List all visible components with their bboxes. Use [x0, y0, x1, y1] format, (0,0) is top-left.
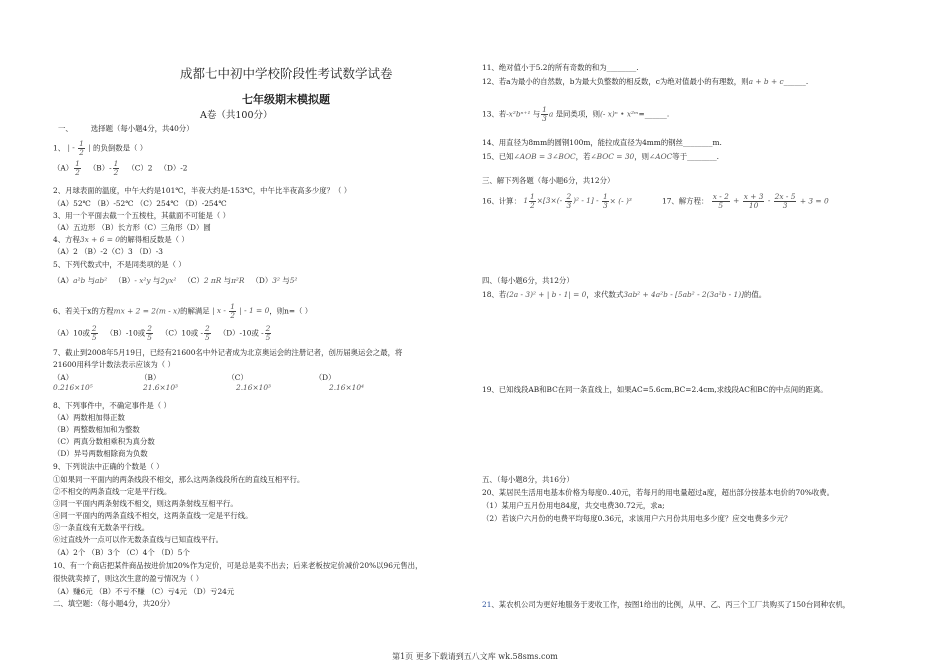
question-8-option-b: （B）两整数相加和为整数 [53, 425, 140, 434]
question-2: 2、月球表面的温度，中午大约是101℃，半夜大约是-153℃，中午比半夜高多少度？（ ） [53, 186, 352, 195]
question-11: 11、绝对值小于5.2的所有奇数的和为________. [482, 63, 639, 72]
part3-heading: 三、解下列各题（每小题6分，共12分） [482, 176, 615, 185]
question-4-options: （A）2 （B）-2（C）3 （D）-3 [53, 247, 163, 256]
question-8: 8、下列事件中，不确定事件是（ ） [53, 401, 171, 410]
part2-heading: 二、填空题：（每小题4分，共20分） [53, 599, 175, 608]
section-a-heading: A卷（共100分） [200, 110, 273, 121]
question-1: 1、 | - $\frac{1}{2}$ | 的负倒数是（ ） [53, 139, 148, 157]
question-7-cont: 21600用科学计数法表示应该为（ ） [53, 360, 175, 369]
question-13: 13、若-x²bⁿ⁺¹ 与 $\frac{1}{3}$ a 是同类项，则(- x)ⁿ • x²ᵐ=______. [482, 105, 670, 123]
question-7: 7、截止到2008年5月19日，已经有21600名中外记者成为北京奥运会的注册记者，创历届奥运会之最，将 [53, 348, 403, 357]
question-4: 4、方程3x + 6 = 0的解得相反数是（ ） [53, 235, 189, 244]
question-6-options: （A）10或 $\frac{2}{5}$ （B）-10或 $\frac{2}{5}$ （C）10或 - $\frac{2}{5}$ （D）-10或 - $\frac{2}{5}$ [53, 324, 271, 342]
question-20-part-2: （2）若该户六月份的电费平均每度0.36元，求该用户六月份共用电多少度？应交电费多少元？ [482, 514, 792, 523]
question-3: 3、用一个平面去截一个五棱柱，其截面不可能是（ ） [53, 211, 231, 220]
question-12: 12、若a为最小的自然数，b为最大负整数的相反数，c为绝对值最小的有理数，则a + b + c______. [482, 77, 809, 86]
question-1-options: （A） $\frac{1}{2}$ （B）- $\frac{1}{2}$ （C）2 （D）-2 [53, 159, 188, 177]
question-7-options-values: 0.216×10⁵ 21.6×10³ 2.16×10³ 2.16×10⁴ [53, 383, 365, 392]
question-17: 17、解方程： $\frac{x - 2}{5}$ + $\frac{x + 3}{10}$ - $\frac{2x - 5}{3}$ + 3 = 0 [662, 192, 829, 210]
question-5: 5、下列代数式中，不是同类项的是（ ） [53, 260, 186, 269]
question-15: 15、已知∠AOB = 3∠BOC，若∠BOC = 30，则∠AOC等于________. [482, 152, 719, 161]
question-9-item-6: ⑥过直线外一点可以作无数条直线与已知直线平行。 [53, 535, 223, 544]
part5-heading: 五、（每小题8分，共16分） [482, 475, 574, 484]
question-9-item-1: ①如果同一平面内的两条线段不相交，那么这两条线段所在的直线互相平行。 [53, 475, 305, 484]
question-9-item-3: ③同一平面内两条射线不相交，则这两条射线互相平行。 [53, 499, 238, 508]
question-18: 18、若(2a - 3)² + | b - 1| = 0，求代数式3ab² + 4a²b - [5ab² - 2(3a²b - 1)]的值。 [482, 290, 767, 299]
part1-heading: 一、 选择题（每小题4分，共40分） [58, 124, 194, 133]
question-16: 16、计算： 1 $\frac{1}{2}$ ×[3×(- $\frac{2}{3}$ )² - 1] - $\frac{1}{3}$ × (- )³ [482, 192, 632, 210]
question-6: 6、若关于x的方程mx + 2 = 2(m - x)的解满足 | x - $\frac{1}{2}$ | - 1 = 0，则n=（ ） [53, 302, 313, 320]
question-10: 10、有一个商店把某件商品按进价加20%作为定价，可是总是卖不出去；后来老板按定价减价20%以96元售出， [53, 561, 423, 570]
question-19: 19、已知线段AB和BC在同一条直线上，如果AC=5.6cm,BC=2.4cm,求线段AC和BC的中点间的距离。 [482, 385, 828, 394]
part4-heading: 四、（每小题6分，共12分） [482, 276, 574, 285]
question-20: 20、某居民生活用电基本价格为每度0..40元，若每月的用电量超过a度，超出部分按基本电价的70%收费。 [482, 488, 835, 497]
question-5-options: （A）a²b 与ab² （B）- x²y 与2yx² （C）2 πR 与π²R （D）3² 与5² [53, 276, 298, 285]
question-8-option-d: （D）异号两数相除商为负数 [53, 449, 148, 458]
question-2-options: （A）52℃ （B）-52℃ （C）254℃ （D）-254℃ [53, 199, 227, 208]
question-10-options: （A）赚6元 （B）不亏不赚 （C）亏4元 （D）亏24元 [53, 587, 235, 596]
question-9: 9、下列说法中正确的个数是（ ） [53, 462, 164, 471]
question-20-part-1: （1）某用户五月份用电84度，共交电费30.72元，求a; [482, 501, 665, 510]
question-8-option-a: （A）两数相加得正数 [53, 413, 125, 422]
question-9-item-4: ④同一平面内的两条直线不相交，这两条直线一定是平行线。 [53, 511, 253, 520]
question-10-cont: 很快就卖掉了，则这次生意的盈亏情况为（ ） [53, 574, 204, 583]
question-14: 14、用直径为8mm的圆钢100m，能拉成直径为4mm的钢丝________m. [482, 138, 722, 147]
exam-title: 成都七中初中学校阶段性考试数学试卷 [180, 66, 393, 81]
question-9-item-2: ②不相交的两条直线一定是平行线。 [53, 487, 172, 496]
question-8-option-c: （C）两真分数相乘积为真分数 [53, 437, 155, 446]
question-9-options: （A）2个 （B）3个 （C）4个 （D）5个 [53, 548, 190, 557]
question-7-options-letters: （A） （B） （C） （D） [53, 373, 336, 382]
page-footer: 第1页 更多下载请到五八文库 wk.58sms.com [392, 652, 558, 661]
question-9-item-5: ⑤一条直线有无数条平行线。 [53, 523, 150, 532]
question-3-options: （A）五边形 （B）长方形（C）三角形（D）圆 [53, 223, 211, 232]
exam-subtitle: 七年级期末模拟题 [242, 93, 330, 106]
question-21: 21、某农机公司为更好地服务于麦收工作，按图1给出的比例，从甲、乙、丙三个工厂共购买了150台同种农机， [482, 600, 851, 609]
